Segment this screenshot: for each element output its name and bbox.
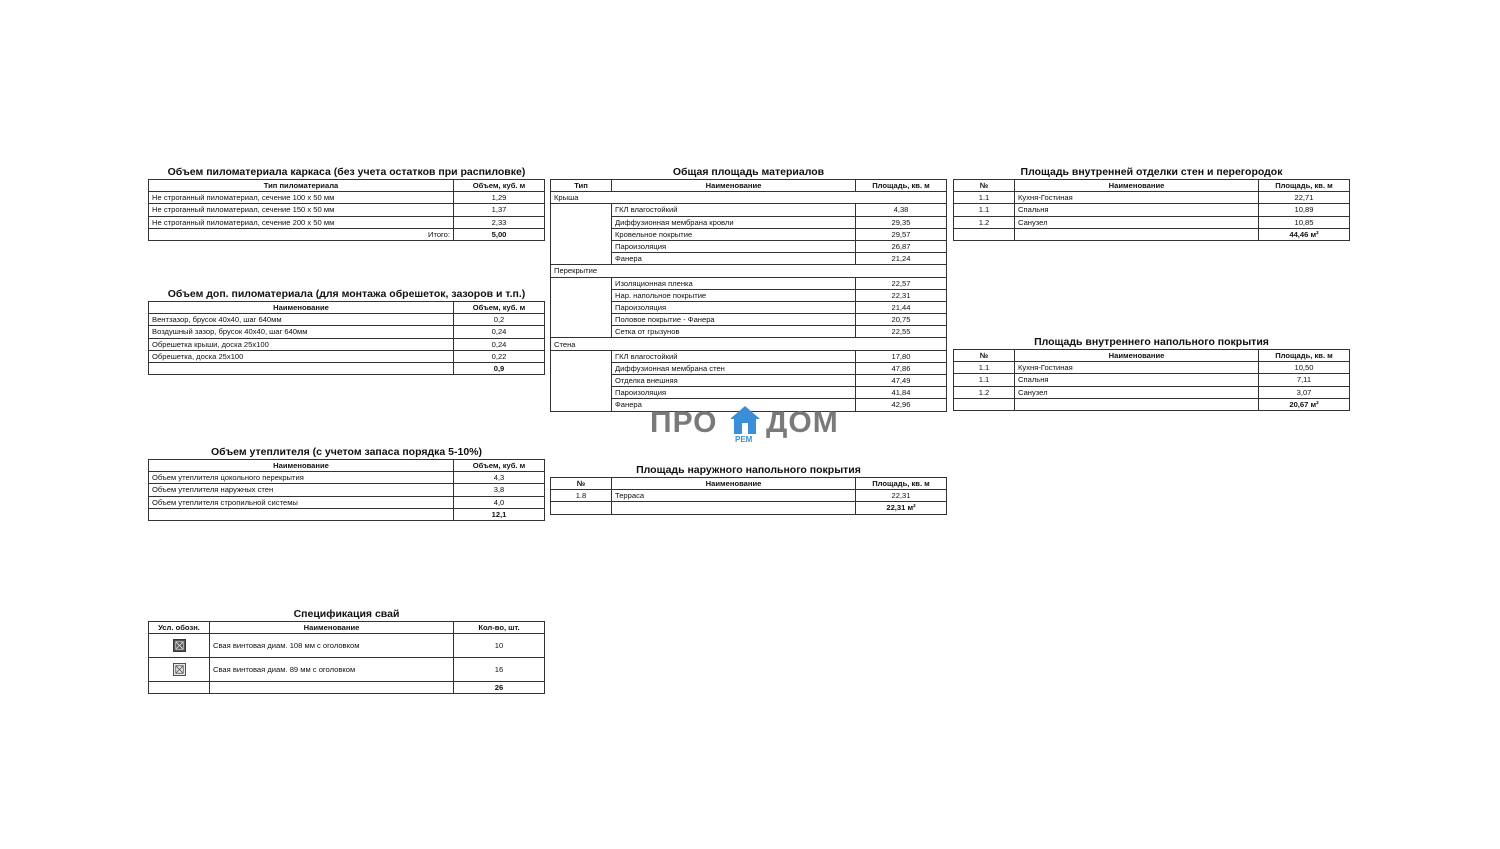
- pile-89-icon: [173, 663, 186, 676]
- wall-finish-table: [953, 179, 1350, 241]
- logo-left-text: ПРО: [650, 406, 718, 439]
- col-header: Площадь, кв. м: [856, 478, 947, 490]
- cell-value: 0,24: [454, 338, 545, 350]
- cell-value: 26,87: [856, 240, 947, 252]
- total-value: 20,67 м²: [1259, 398, 1350, 410]
- group-spacer: [551, 350, 612, 411]
- table-row: [149, 350, 545, 362]
- wall-finish-section: [953, 166, 1350, 241]
- cell-value: 1,29: [454, 192, 545, 204]
- cell-name: Пароизоляция: [612, 387, 856, 399]
- cell-value: 16: [454, 658, 545, 682]
- table-header-row: [954, 180, 1350, 192]
- total-value: 12,1: [454, 508, 545, 520]
- cell-number: 1.8: [551, 490, 612, 502]
- cell-name: Нар. напольное покрытие: [612, 289, 856, 301]
- lumber-extra-table: [148, 301, 545, 375]
- cell-name: Половое покрытие - Фанера: [612, 314, 856, 326]
- cell-value: 4,38: [856, 204, 947, 216]
- cell-value: 22,31: [856, 490, 947, 502]
- cell-number: 1.1: [954, 204, 1015, 216]
- col-header: Площадь, кв. м: [1259, 350, 1350, 362]
- pile-108-icon: [173, 639, 186, 652]
- cell-value: 0,2: [454, 314, 545, 326]
- cell-value: 42,96: [856, 399, 947, 411]
- cell-value: 22,31: [856, 289, 947, 301]
- cell-name: Отделка внешняя: [612, 375, 856, 387]
- cell-name: Кровельное покрытие: [612, 228, 856, 240]
- total-row: [551, 502, 947, 514]
- total-label: [149, 682, 210, 694]
- table-row: [954, 216, 1350, 228]
- house-icon: [729, 404, 761, 436]
- cell-name: Свая винтовая диам. 108 мм с оголовком: [210, 634, 454, 658]
- total-row: [954, 398, 1350, 410]
- cell-name: Фанера: [612, 253, 856, 265]
- col-header: Тип пиломатериала: [149, 180, 454, 192]
- table-row: [149, 472, 545, 484]
- cell-name: Свая винтовая диам. 89 мм с оголовком: [210, 658, 454, 682]
- cell-name: Объем утеплителя наружных стен: [149, 484, 454, 496]
- piles-title: Спецификация свай: [293, 608, 400, 620]
- col-header: Объем, куб. м: [454, 180, 545, 192]
- total-label: [149, 508, 454, 520]
- total-value: 0,9: [454, 362, 545, 374]
- table-row: [149, 326, 545, 338]
- cell-value: 47,86: [856, 362, 947, 374]
- col-header: №: [954, 350, 1015, 362]
- table-row: [954, 374, 1350, 386]
- col-header: Наименование: [612, 478, 856, 490]
- cell-name: Кухня-Гостиная: [1015, 192, 1259, 204]
- cell-number: 1.2: [954, 216, 1015, 228]
- pile-symbol-cell: [149, 634, 210, 658]
- cell-value: 47,49: [856, 375, 947, 387]
- table-row: [954, 192, 1350, 204]
- cell-value: 2,33: [454, 216, 545, 228]
- col-header: Наименование: [149, 302, 454, 314]
- cell-value: 29,35: [856, 216, 947, 228]
- materials-section: [550, 166, 947, 412]
- cell-name: Санузел: [1015, 216, 1259, 228]
- total-row: [149, 508, 545, 520]
- table-row: [149, 314, 545, 326]
- cell-value: 22,55: [856, 326, 947, 338]
- cell-value: 4,3: [454, 472, 545, 484]
- col-header: Усл. обозн.: [149, 622, 210, 634]
- cell-name: Обрешетка, доска 25х100: [149, 350, 454, 362]
- group-row: [551, 265, 947, 277]
- outdoor-floor-section: [550, 464, 947, 515]
- lumber-extra-section: [148, 288, 545, 375]
- cell-name: Диффузионная мембрана кровли: [612, 216, 856, 228]
- table-header-row: [149, 622, 545, 634]
- table-row: [149, 204, 545, 216]
- cell-name: Объем утеплителя цокольного перекрытия: [149, 472, 454, 484]
- total-label: [954, 228, 1015, 240]
- cell-value: 22,71: [1259, 192, 1350, 204]
- lumber-frame-title: Объем пиломатериала каркаса (без учета остатков при распиловке): [167, 166, 526, 178]
- group-row: [551, 192, 947, 204]
- total-value: 5,00: [454, 228, 545, 240]
- col-header: Объем, куб. м: [454, 302, 545, 314]
- table-row: [551, 350, 947, 362]
- table-row: [954, 362, 1350, 374]
- col-header: Наименование: [1015, 180, 1259, 192]
- total-label: [551, 502, 612, 514]
- col-header: №: [954, 180, 1015, 192]
- col-header: Площадь, кв. м: [1259, 180, 1350, 192]
- col-header: Кол-во, шт.: [454, 622, 545, 634]
- total-row: [149, 228, 545, 240]
- table-row: [149, 484, 545, 496]
- logo: [650, 404, 850, 446]
- cell-value: 17,80: [856, 350, 947, 362]
- table-row: [149, 338, 545, 350]
- logo-right-text: ДОМ: [766, 406, 839, 439]
- table-header-row: [551, 180, 947, 192]
- floor-finish-title: Площадь внутреннего напольного покрытия: [1034, 336, 1269, 348]
- group-row: [551, 338, 947, 350]
- total-value: 44,46 м²: [1259, 228, 1350, 240]
- cell-number: 1.2: [954, 386, 1015, 398]
- cell-name: Терраса: [612, 490, 856, 502]
- cell-value: 20,75: [856, 314, 947, 326]
- table-header-row: [149, 302, 545, 314]
- col-header: №: [551, 478, 612, 490]
- insulation-title: Объем утеплителя (с учетом запаса порядка 5-10%): [210, 446, 483, 458]
- table-row: [149, 192, 545, 204]
- cell-value: 10,50: [1259, 362, 1350, 374]
- piles-section: [148, 608, 545, 694]
- total-label: Итого:: [149, 228, 454, 240]
- cell-value: 7,11: [1259, 374, 1350, 386]
- table-row: [149, 658, 545, 682]
- cell-value: 10,89: [1259, 204, 1350, 216]
- total-label: [210, 682, 454, 694]
- cell-value: 10,85: [1259, 216, 1350, 228]
- lumber-frame-table: [148, 179, 545, 241]
- total-row: [149, 362, 545, 374]
- cell-name: Спальня: [1015, 374, 1259, 386]
- logo-sub-text: РЕМ: [735, 435, 753, 444]
- cell-name: Воздушный зазор, брусок 40х40, шаг 640мм: [149, 326, 454, 338]
- total-label: [149, 362, 454, 374]
- col-header: Наименование: [1015, 350, 1259, 362]
- cell-value: 21,24: [856, 253, 947, 265]
- cell-value: 0,22: [454, 350, 545, 362]
- cell-value: 1,37: [454, 204, 545, 216]
- cell-name: Изоляционная пленка: [612, 277, 856, 289]
- cell-value: 29,57: [856, 228, 947, 240]
- insulation-section: [148, 446, 545, 521]
- cell-name: Сетка от грызунов: [612, 326, 856, 338]
- cell-value: 0,24: [454, 326, 545, 338]
- insulation-table: [148, 459, 545, 521]
- group-spacer: [551, 204, 612, 265]
- cell-number: 1.1: [954, 374, 1015, 386]
- cell-value: 3,8: [454, 484, 545, 496]
- table-row: [551, 277, 947, 289]
- cell-name: Пароизоляция: [612, 240, 856, 252]
- group-label: Перекрытие: [551, 265, 947, 277]
- cell-name: Не строганный пиломатериал, сечение 150 х 50 мм: [149, 204, 454, 216]
- cell-name: Спальня: [1015, 204, 1259, 216]
- cell-number: 1.1: [954, 362, 1015, 374]
- table-row: [954, 386, 1350, 398]
- total-label: [1015, 228, 1259, 240]
- table-row: [954, 204, 1350, 216]
- cell-name: Не строганный пиломатериал, сечение 200 х 50 мм: [149, 216, 454, 228]
- table-row: [551, 490, 947, 502]
- total-value: 22,31 м²: [856, 502, 947, 514]
- total-row: [149, 682, 545, 694]
- materials-title: Общая площадь материалов: [672, 166, 825, 178]
- cell-name: ГКЛ влагостойкий: [612, 350, 856, 362]
- cell-name: Не строганный пиломатериал, сечение 100 х 50 мм: [149, 192, 454, 204]
- col-header: Наименование: [210, 622, 454, 634]
- table-row: [149, 634, 545, 658]
- cell-value: 21,44: [856, 301, 947, 313]
- col-header: Площадь, кв. м: [856, 180, 947, 192]
- cell-name: Кухня-Гостиная: [1015, 362, 1259, 374]
- cell-value: 4,0: [454, 496, 545, 508]
- group-label: Крыша: [551, 192, 947, 204]
- materials-table: [550, 179, 947, 412]
- outdoor-floor-table: [550, 477, 947, 515]
- table-row: [551, 204, 947, 216]
- total-label: [1015, 398, 1259, 410]
- cell-name: ГКЛ влагостойкий: [612, 204, 856, 216]
- cell-value: 3,07: [1259, 386, 1350, 398]
- group-label: Стена: [551, 338, 947, 350]
- cell-name: Объем утеплителя стропильной системы: [149, 496, 454, 508]
- table-header-row: [149, 460, 545, 472]
- table-header-row: [149, 180, 545, 192]
- table-header-row: [551, 478, 947, 490]
- total-label: [612, 502, 856, 514]
- total-row: [954, 228, 1350, 240]
- pile-symbol-cell: [149, 658, 210, 682]
- cell-name: Санузел: [1015, 386, 1259, 398]
- floor-finish-section: [953, 336, 1350, 411]
- cell-number: 1.1: [954, 192, 1015, 204]
- cell-value: 41,84: [856, 387, 947, 399]
- col-header: Наименование: [612, 180, 856, 192]
- total-value: 26: [454, 682, 545, 694]
- table-row: [149, 496, 545, 508]
- cell-value: 10: [454, 634, 545, 658]
- table-row: [149, 216, 545, 228]
- cell-name: Обрешетка крыши, доска 25х100: [149, 338, 454, 350]
- lumber-extra-title: Объем доп. пиломатериала (для монтажа обрешеток, зазоров и т.п.): [167, 288, 526, 300]
- col-header: Наименование: [149, 460, 454, 472]
- piles-table: [148, 621, 545, 694]
- cell-name: Вентзазор, брусок 40х40, шаг 640мм: [149, 314, 454, 326]
- cell-name: Диффузионная мембрана стен: [612, 362, 856, 374]
- cell-name: Пароизоляция: [612, 301, 856, 313]
- outdoor-floor-title: Площадь наружного напольного покрытия: [636, 464, 861, 476]
- col-header: Тип: [551, 180, 612, 192]
- table-header-row: [954, 350, 1350, 362]
- cell-value: 22,57: [856, 277, 947, 289]
- floor-finish-table: [953, 349, 1350, 411]
- group-spacer: [551, 277, 612, 338]
- total-label: [954, 398, 1015, 410]
- cell-name: Фанера: [612, 399, 856, 411]
- col-header: Объем, куб. м: [454, 460, 545, 472]
- wall-finish-title: Площадь внутренней отделки стен и перегородок: [1020, 166, 1283, 178]
- lumber-frame-section: [148, 166, 545, 241]
